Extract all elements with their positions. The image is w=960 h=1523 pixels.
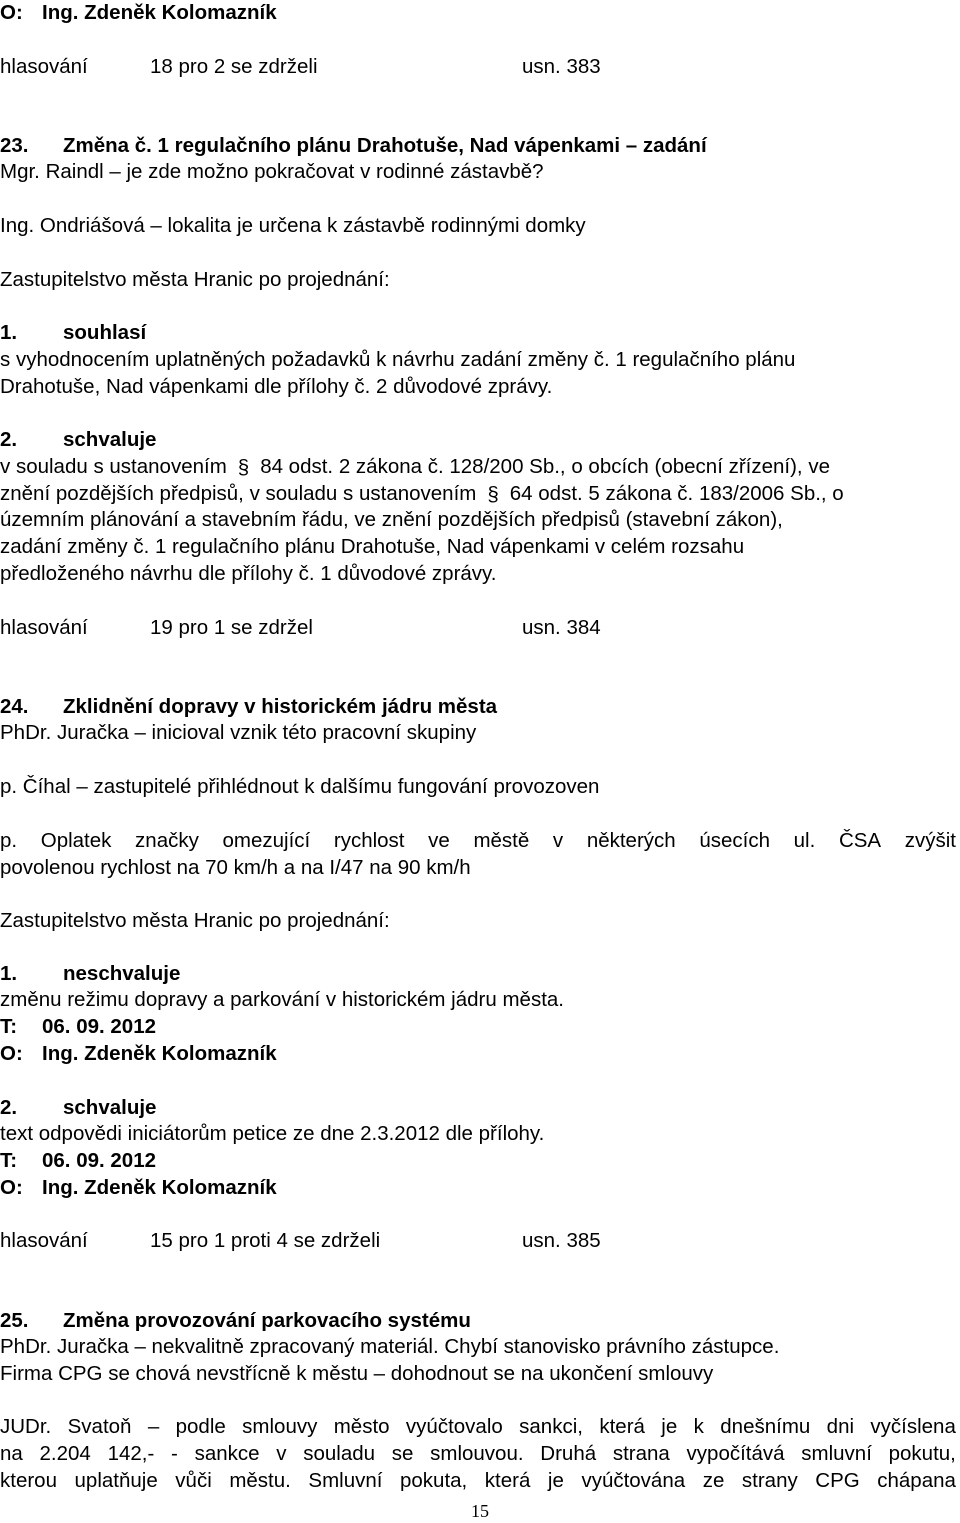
vote-line: hlasování 19 pro 1 se zdržel usn. 384 bbox=[0, 616, 601, 639]
paragraph-line: znění pozdějších předpisů, v souladu s ustanovením § 64 odst. 5 zákona č. 183/2006 Sb., o bbox=[0, 482, 844, 506]
paragraph-line: v souladu s ustanovením § 84 odst. 2 zákona č. 128/200 Sb., o obcích (obecní zřízení), ve bbox=[0, 455, 830, 479]
term-line: T: 06. 09. 2012 bbox=[0, 1149, 156, 1172]
paragraph-line: Drahotuše, Nad vápenkami dle přílohy č. 2 důvodové zprávy. bbox=[0, 375, 553, 398]
paragraph-line: povolenou rychlost na 70 km/h a na I/47 na 90 km/h bbox=[0, 856, 471, 879]
paragraph-line: s vyhodnocením uplatněných požadavků k návrhu zadání změny č. 1 regulačního plánu bbox=[0, 348, 796, 371]
section-heading: 25. Změna provozování parkovacího systému bbox=[0, 1309, 471, 1332]
paragraph-line: změnu režimu dopravy a parkování v historickém jádru města. bbox=[0, 988, 564, 1011]
responsible-line: O: Ing. Zdeněk Kolomazník bbox=[0, 1042, 277, 1065]
section-heading: 24. Zklidnění dopravy v historickém jádru města bbox=[0, 695, 498, 718]
paragraph-line: JUDr. Svatoň – podle smlouvy město vyúčtovalo sankci, která je k dnešnímu dni vyčíslena bbox=[0, 1415, 956, 1438]
paragraph-line: Mgr. Raindl – je zde možno pokračovat v rodinné zástavbě? bbox=[0, 160, 544, 183]
resolution-heading: 1. neschvaluje bbox=[0, 962, 181, 985]
term-line: T: 06. 09. 2012 bbox=[0, 1015, 156, 1038]
paragraph-line: Ing. Ondriášová – lokalita je určena k zástavbě rodinnými domky bbox=[0, 214, 586, 237]
page-number: 15 bbox=[471, 1501, 489, 1521]
resolution-heading: 1. souhlasí bbox=[0, 321, 147, 344]
paragraph-line: předloženého návrhu dle přílohy č. 1 důvodové zprávy. bbox=[0, 562, 497, 585]
paragraph-line: Zastupitelstvo města Hranic po projednání: bbox=[0, 268, 390, 291]
vote-line: hlasování 18 pro 2 se zdrželi usn. 383 bbox=[0, 55, 601, 78]
paragraph-line: p. Oplatek značky omezující rychlost ve městě v některých úsecích ul. ČSA zvýšit bbox=[0, 829, 956, 852]
section-symbol-icon: § bbox=[237, 456, 250, 479]
paragraph-line: územním plánování a stavebním řádu, ve znění pozdějších předpisů (stavební zákon), bbox=[0, 508, 783, 531]
paragraph-line: kterou uplatňuje vůči městu. Smluvní pokuta, která je vyúčtována ze strany CPG chápana bbox=[0, 1469, 956, 1492]
section-symbol-icon: § bbox=[487, 483, 499, 506]
paragraph-line: Firma CPG se chová nevstřícně k městu – dohodnout se na ukončení smlouvy bbox=[0, 1362, 714, 1385]
responsible-line: O: Ing. Zdeněk Kolomazník bbox=[0, 1, 277, 24]
section-heading: 23. Změna č. 1 regulačního plánu Drahotuše, Nad vápenkami – zadání bbox=[0, 134, 707, 157]
paragraph-line: text odpovědi iniciátorům petice ze dne 2.3.2012 dle přílohy. bbox=[0, 1122, 545, 1145]
paragraph-line: na 2.204 142,- - sankce v souladu se smlouvou. Druhá strana vypočítává smluvní pokutu, bbox=[0, 1442, 956, 1465]
paragraph-line: zadání změny č. 1 regulačního plánu Drahotuše, Nad vápenkami v celém rozsahu bbox=[0, 535, 745, 558]
paragraph-line: Zastupitelstvo města Hranic po projednání: bbox=[0, 909, 390, 932]
vote-line: hlasování 15 pro 1 proti 4 se zdrželi usn. 385 bbox=[0, 1229, 601, 1252]
resolution-heading: 2. schvaluje bbox=[0, 1096, 157, 1119]
paragraph-line: PhDr. Juračka – nekvalitně zpracovaný materiál. Chybí stanovisko právního zástupce. bbox=[0, 1335, 780, 1358]
paragraph-line: PhDr. Juračka – inicioval vznik této pracovní skupiny bbox=[0, 721, 477, 744]
responsible-line: O: Ing. Zdeněk Kolomazník bbox=[0, 1176, 277, 1199]
paragraph-line: p. Číhal – zastupitelé přihlédnout k dalšímu fungování provozoven bbox=[0, 775, 600, 798]
resolution-heading: 2. schvaluje bbox=[0, 428, 157, 451]
